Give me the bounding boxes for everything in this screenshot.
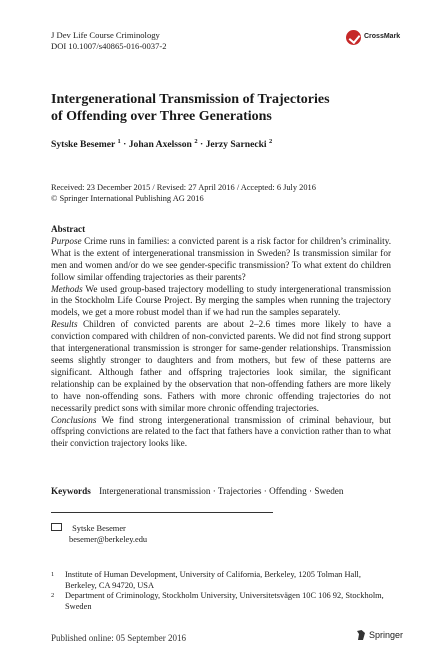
- title-line-1: Intergenerational Transmission of Trajectories: [51, 92, 330, 107]
- affiliation-text: Department of Criminology, Stockholm University, Universitetsvägen 10C 106 92, Stockholm, Sweden: [65, 591, 384, 611]
- author-separator: ·: [123, 139, 129, 151]
- author-list: [51, 138, 272, 150]
- keywords: [51, 486, 391, 496]
- title-line-2: of Offending over Three Generations: [51, 108, 272, 124]
- contact-email[interactable]: besemer@berkeley.edu: [69, 535, 148, 544]
- abstract: [51, 224, 391, 450]
- keywords-text: Intergenerational transmission · Trajectories · Offending · Sweden: [99, 486, 344, 496]
- purpose-label: Purpose: [51, 235, 82, 246]
- results-text: Children of convicted parents are about 2–2.6 times more likely to have a conviction compared with children of non-convicted parents. We did not find strong support that intergenerational transmission is stronger for same-gender relationships. Transmission seems slightly stronger to daughters and from mothers, but few of these patterns are significant. Although father and offspring trajectories look similar, the significant relationship can be explained by the observation that non-offending fathers are more likely to have non-offending sons. Fathers with more chronic offending trajectories do not necessarily predict sons with similar more chronic offending trajectories.: [51, 319, 392, 413]
- author-affiliation-mark: 2: [269, 138, 273, 145]
- corresponding-author: [51, 523, 147, 545]
- springer-logo: [356, 630, 403, 640]
- envelope-icon: [51, 523, 62, 531]
- publication-dates: [51, 182, 316, 204]
- author-name[interactable]: Sytske Besemer: [51, 139, 116, 151]
- springer-horse-icon: [356, 630, 366, 640]
- footnote-divider: [51, 512, 273, 513]
- journal-header: [51, 30, 167, 52]
- crossmark-icon: [346, 30, 361, 45]
- author-separator: ·: [199, 139, 206, 151]
- methods-text: We used group-based trajectory modelling to study intergenerational transmission in the Stockholm Life Course Project. By merging the samples when running the trajectory models, we get a more robust model than if we had run the samples separately.: [51, 283, 391, 318]
- author-affiliation-mark: 1: [117, 138, 121, 145]
- abstract-purpose: [51, 236, 391, 284]
- affiliation-number: 2: [51, 592, 55, 599]
- doi[interactable]: DOI 10.1007/s40865-016-0037-2: [51, 41, 167, 51]
- abstract-heading: Abstract: [51, 224, 86, 234]
- keywords-label: Keywords: [51, 486, 91, 496]
- journal-name: J Dev Life Course Criminology: [51, 30, 160, 40]
- affiliation-number: 1: [51, 571, 55, 578]
- affiliation-text: Institute of Human Development, University of California, Berkeley, 1205 Tolman Hall, Berkeley, CA 94720, USA: [65, 570, 361, 590]
- conclusions-label: Conclusions: [51, 414, 97, 425]
- crossmark-badge[interactable]: [346, 28, 401, 50]
- purpose-text: Crime runs in families: a convicted parent is a risk factor for children’s criminality. What is the extent of intergenerational transmission in Sweden? Is transmission similar for men and women and/or do we see gender-specific transmission? To what extent do children follow similar offending trajectories as their parents?: [51, 235, 391, 282]
- conclusions-text: We find strong intergenerational transmission of criminal behaviour, but offspring convictions are related to the fact that fathers have a conviction rather than to what their conviction trajectory looks like.: [51, 414, 391, 449]
- paper-title: [51, 92, 391, 125]
- published-online: Published online: 05 September 2016: [51, 633, 186, 643]
- methods-label: Methods: [51, 283, 83, 294]
- abstract-conclusions: [51, 415, 391, 451]
- abstract-results: [51, 319, 391, 414]
- publisher-name: Springer: [369, 630, 404, 640]
- author-name[interactable]: Jerzy Sarnecki: [205, 139, 267, 151]
- copyright: © Springer International Publishing AG 2016: [51, 194, 204, 203]
- history-dates: Received: 23 December 2015 / Revised: 27 April 2016 / Accepted: 6 July 2016: [51, 183, 316, 192]
- results-label: Results: [51, 319, 78, 330]
- author-name[interactable]: Johan Axelsson: [128, 139, 192, 151]
- affiliation-2: [51, 590, 391, 612]
- author-affiliation-mark: 2: [194, 138, 198, 145]
- affiliation-1: [51, 569, 391, 591]
- abstract-methods: [51, 284, 391, 320]
- crossmark-label: CrossMark: [364, 33, 401, 40]
- contact-name: Sytske Besemer: [72, 524, 126, 533]
